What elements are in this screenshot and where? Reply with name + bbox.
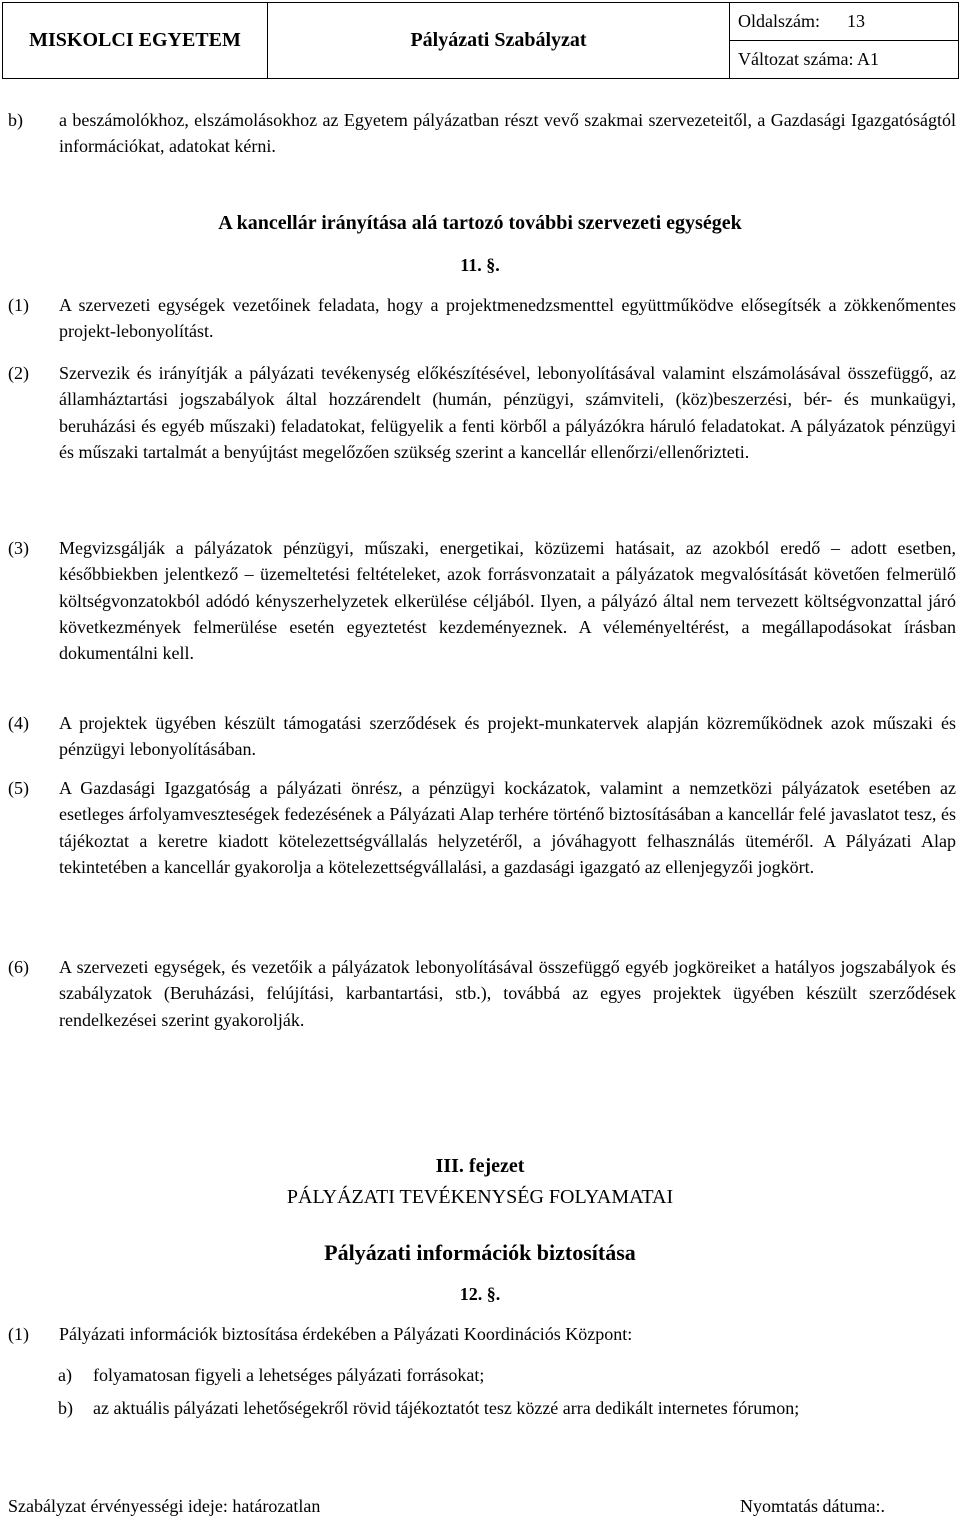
footer-print-date: Nyomtatás dátuma:. <box>740 1496 885 1516</box>
section-heading: A kancellár irányítása alá tartozó további szervezeti egységek <box>218 212 742 234</box>
footer-validity: Szabályzat érvényességi ideje: határozatlan <box>8 1496 321 1516</box>
intro-item-b <box>8 107 956 160</box>
paragraph-number: (1) <box>8 295 29 315</box>
university-name: MISKOLCI EGYETEM <box>3 3 268 79</box>
section-number: 11. §. <box>460 255 500 275</box>
paragraph-text: A projektek ügyében készült támogatási szerződések és projekt-munkatervek alapján közreműködnek azok műszaki és pénzügyi lebonyolításában. <box>59 713 956 760</box>
item-label: b) <box>8 110 23 130</box>
paragraph-text: Pályázati információk biztosítása érdekében a Pályázati Koordinációs Központ: <box>59 1324 633 1344</box>
document-header <box>2 2 959 79</box>
item-label: b) <box>58 1398 73 1418</box>
paragraph-number: (4) <box>8 713 29 733</box>
version-number: Változat száma: A1 <box>730 41 959 79</box>
paragraph-3 <box>8 535 956 666</box>
page-label: Oldalszám: <box>738 11 820 31</box>
paragraph-1 <box>8 292 956 345</box>
subsection-heading: Pályázati információk biztosítása <box>324 1240 636 1265</box>
paragraph-number: (2) <box>8 363 29 383</box>
list-item-a <box>58 1362 956 1388</box>
paragraph-text: Megvizsgálják a pályázatok pénzügyi, műszaki, energetikai, közüzemi hatásait, az azokból eredő – adott esetben, későbbiekben jelentkező – üzemeltetési feltételeket, azok forrásvonzatait a pályázatok megvalósítását követően felmerülő költségvonzatokból adódó kényszerhelyzetek elkerülése céljából. Ilyen, a pályázó által nem tervezett költségvonzattal járó következmények felmerülése esetén egyeztetést kezdeményeznek. A véleményeltérést, a megállapodásokat írásban dokumentálni kell. <box>59 538 956 664</box>
section-number-12: 12. §. <box>459 1284 501 1304</box>
paragraph-2 <box>8 360 956 465</box>
paragraph-12-1 <box>8 1321 956 1347</box>
item-text: a beszámolókhoz, elszámolásokhoz az Egyetem pályázatban részt vevő szakmai szervezeteitől, a Gazdasági Igazgatóságtól információkat, adatokat kérni. <box>59 110 956 157</box>
paragraph-number: (6) <box>8 957 29 977</box>
item-text: folyamatosan figyeli a lehetséges pályázati forrásokat; <box>93 1365 485 1385</box>
item-text: az aktuális pályázati lehetőségekről rövid tájékoztatót tesz közzé arra dedikált internetes fórumon; <box>93 1398 800 1418</box>
paragraph-number: (1) <box>8 1324 29 1344</box>
page-number-cell <box>730 3 959 41</box>
paragraph-6 <box>8 954 956 1033</box>
paragraph-text: A szervezeti egységek, és vezetőik a pályázatok lebonyolításával összefüggő egyéb jogköreiket a hatályos jogszabályok és szabályzatok (Beruházási, felújítási, karbantartási, stb.), továbbá az egyes projektek ügyében készült szerződések rendelkezései szerint gyakorolják. <box>59 957 956 1030</box>
paragraph-text: A szervezeti egységek vezetőinek feladata, hogy a projektmenedzsmenttel együttműködve elősegítsék a zökkenőmentes projekt-lebonyolítást. <box>59 295 956 342</box>
list-item-b <box>58 1395 956 1421</box>
paragraph-text: A Gazdasági Igazgatóság a pályázati önrész, a pénzügyi kockázatok, valamint a nemzetközi pályázatok esetében az esetleges árfolyamveszteségek fedezésének a Pályázati Alap terhére történő biztosításában a kancellár felé javaslatot tesz, és tájékoztat a keretre kiadott kötelezettségvállalás helyzetéről, a jóváhagyott felhasználás üteméről. A Pályázati Alap tekintetében a kancellár gyakorolja a kötelezettségvállalási, a gazdasági igazgató az ellenjegyzői jogkört. <box>59 778 956 877</box>
paragraph-5 <box>8 775 956 880</box>
paragraph-number: (3) <box>8 538 29 558</box>
page-number: 13 <box>846 11 865 31</box>
document-title: Pályázati Szabályzat <box>268 3 730 79</box>
paragraph-text: Szervezik és irányítják a pályázati tevékenység előkészítésével, lebonyolításával valamint elszámolásával összefüggő, az államháztartási jogszabályok által hozzárendelt (humán, pénzügyi, számviteli, (köz)beszerzési, bér- és munkaügyi, beruházási és egyéb műszaki) feladatokat, felügyelik a fenti körből a pályázókra háruló feladatokat. A pályázatok pénzügyi és műszaki tartalmát a benyújtást megelőzően szükség szerint a kancellár ellenőrzi/ellenőrizteti. <box>59 363 956 462</box>
paragraph-4 <box>8 710 956 763</box>
chapter-title: PÁLYÁZATI TEVÉKENYSÉG FOLYAMATAI <box>286 1186 674 1208</box>
chapter-number: III. fejezet <box>435 1155 525 1177</box>
item-label: a) <box>58 1365 72 1385</box>
paragraph-number: (5) <box>8 778 29 798</box>
